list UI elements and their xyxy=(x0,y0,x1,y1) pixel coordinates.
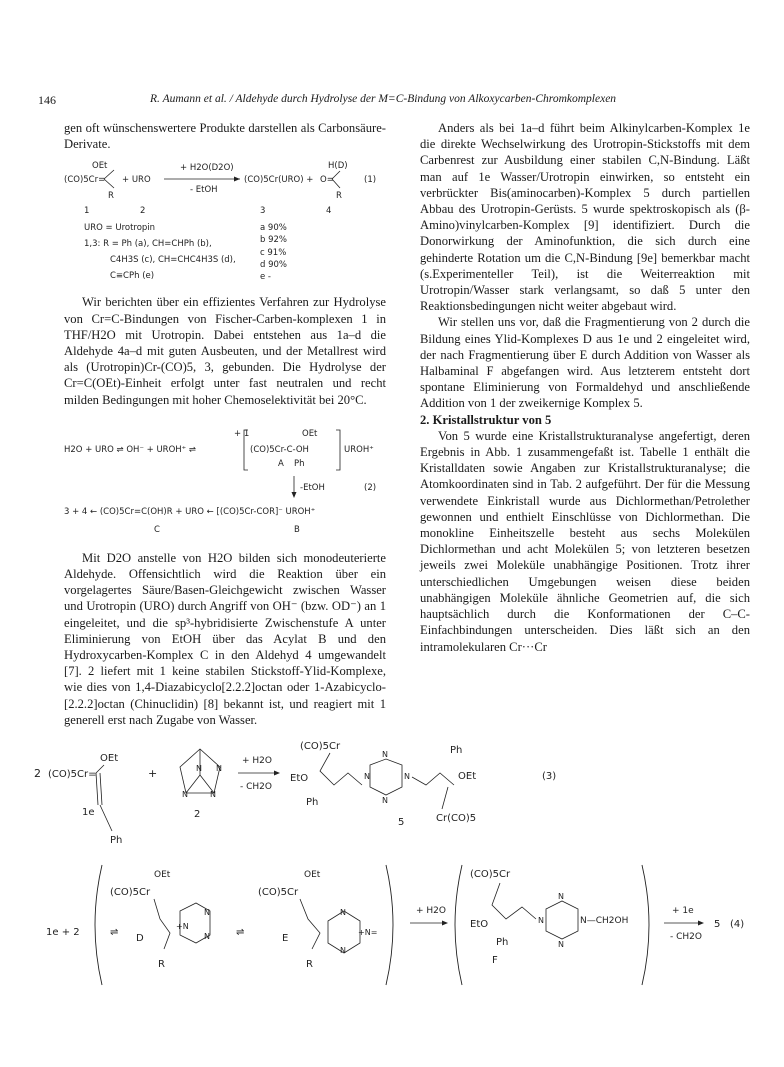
svg-text:N: N xyxy=(364,772,370,781)
eq1-reactant: (CO)5Cr= xyxy=(64,175,106,186)
scheme3-product-cr-bottom: Cr(CO)5 xyxy=(436,813,477,824)
eq1-r: R xyxy=(108,191,114,202)
equation-1 xyxy=(64,158,386,286)
eq1-yield-b: b 92% xyxy=(260,235,287,246)
eq1-yield-a: a 90% xyxy=(260,223,287,234)
eq2-label-c: C xyxy=(154,524,160,535)
scheme4-f-ph: Ph xyxy=(496,937,509,948)
eq1-product4-r: R xyxy=(336,191,342,202)
scheme4-start: 1e + 2 xyxy=(46,927,80,938)
eq2-plus-1: + 1 xyxy=(234,428,250,439)
scheme3-product-cr-top: (CO)5Cr xyxy=(300,741,341,752)
svg-text:N: N xyxy=(382,750,388,759)
running-head: R. Aumann et al. / Aldehyde durch Hydrolyse der M=C-Bindung von Alkoxycarben-Chromkomplexen xyxy=(150,93,617,105)
svg-text:N: N xyxy=(216,764,222,773)
scheme4-d-cr: (CO)5Cr xyxy=(110,887,151,898)
scheme4-f-label: F xyxy=(492,955,498,966)
eq1-label-4: 4 xyxy=(326,206,332,217)
equation-2 xyxy=(64,422,386,542)
scheme3-product-oet: OEt xyxy=(458,771,477,782)
right-paragraph-3: Von 5 wurde eine Kristallstrukturanalyse angefertigt, deren Ergebnis in Abb. 1 zusammengefaßt ist. Tabelle 1 enthält die Kristalldaten sowie Angaben zur Kristallstrukturanalyse; die Atomkoordinaten sind in Tab. 2 aufgeführt. Der für die Messung verwendete Einkristall wurde aus Dichlormethan/Petrolether gewonnen und enthielt Einschlüsse von Dichlormethan. Die monokline Einheitszelle besteht aus sechs Molekülen Dichlormethan und acht Molekülen 5; von letzteren besetzen jeweils zwei Moleküle unabhängige Positionen. Trotz ihrer unterschiedlichen Umgebungen weisen diese beiden unabhängigen Moleküle ähnliche Geometrien auf, die sich hauptsächlich durch die Konformationen der C–C-Einfachbindungen unterscheiden. Dies läßt sich an den intramolekularen Cr···Cr xyxy=(420,428,750,654)
svg-text:N: N xyxy=(382,796,388,805)
eq2-intermediate-a: (CO)5Cr-C-OH xyxy=(250,444,309,455)
svg-text:N: N xyxy=(204,932,210,941)
scheme4-f-cr: (CO)5Cr xyxy=(470,869,511,880)
scheme-3 xyxy=(34,741,556,846)
svg-text:N: N xyxy=(404,772,410,781)
eq2-ph: Ph xyxy=(294,458,305,469)
scheme4-number: (4) xyxy=(730,919,745,930)
scheme3-plus: + xyxy=(148,767,158,780)
eq2-oet: OEt xyxy=(302,428,318,439)
scheme3-reactant: (CO)5Cr= xyxy=(48,769,97,780)
scheme-4 xyxy=(46,865,744,985)
svg-text:N: N xyxy=(558,940,564,949)
equation-2-drawing xyxy=(64,422,386,542)
eq1-oet: OEt xyxy=(92,161,108,172)
right-column xyxy=(420,120,750,655)
eq2-row-2: 3 + 4 ← (CO)5Cr=C(OH)R + URO ← [(CO)5Cr-COR]⁻ UROH⁺ xyxy=(64,506,316,517)
scheme4-equilibrium-1: ⇌ xyxy=(236,927,245,938)
scheme3-coefficient: 2 xyxy=(34,767,41,780)
eq1-r-line-1: 1,3: R = Ph (a), CH=CHPh (b), xyxy=(84,239,212,250)
equation-1-drawing xyxy=(64,158,386,286)
scheme3-label-2: 2 xyxy=(194,809,201,820)
scheme4-e-label: E xyxy=(282,933,289,944)
eq1-r-line-3: C≡CPh (e) xyxy=(110,271,155,282)
svg-text:N: N xyxy=(340,908,346,917)
scheme4-d-arrow: ⇌ xyxy=(110,927,119,938)
eq1-r-line-2: C4H3S (c), CH=CHC4H3S (d), xyxy=(110,255,236,266)
bottom-schemes xyxy=(30,735,760,1035)
eq2-minus-etoh: -EtOH xyxy=(300,482,325,493)
left-paragraph-2: Wir berichten über ein effizientes Verfahren zur Hydrolyse von Cr=C-Bindungen von Fischer-Carben-komplexen 1 in THF/H2O mit Urotropin. Dabei entstehen aus 1a–d die Aldehyde 4a–d mit guten Ausbeuten, und der Metallrest wird als (Urotropin)Cr-(CO)5, 3, gebunden. Die Hydrolyse der Cr=C(OEt)-Einheit erfolgt unter fast neutralen und recht milden Bedingungen mit hoher Chemoselektivität bei 20°C. xyxy=(64,295,386,407)
svg-text:N: N xyxy=(204,908,210,917)
scheme3-condition-top: + H2O xyxy=(242,756,272,766)
eq1-product-3: (CO)5Cr(URO) + xyxy=(244,175,314,186)
eq1-label-1: 1 xyxy=(84,206,90,217)
eq1-yield-e: e - xyxy=(260,272,271,283)
scheme3-product-ph-2: Ph xyxy=(450,745,463,756)
scheme3-number: (3) xyxy=(542,771,557,782)
svg-text:N: N xyxy=(182,790,188,799)
scheme4-condition2-bottom: - CH2O xyxy=(670,932,702,942)
eq1-plus-uro: + URO xyxy=(122,175,151,186)
scheme4-product: 5 xyxy=(714,919,721,930)
svg-text:N: N xyxy=(196,764,202,773)
left-column xyxy=(64,120,386,728)
urotropin-drawing xyxy=(180,749,222,799)
eq1-yield-c: c 91% xyxy=(260,248,287,259)
scheme4-f-eto: EtO xyxy=(470,919,489,930)
scheme4-d-label: D xyxy=(136,933,144,944)
scheme4-e-cr: (CO)5Cr xyxy=(258,887,299,898)
scheme3-condition-bottom: - CH2O xyxy=(240,782,272,792)
scheme3-label-5: 5 xyxy=(398,817,405,828)
eq2-label-a: A xyxy=(278,458,284,469)
eq2-label-b: B xyxy=(294,524,300,535)
scheme3-product-eto: EtO xyxy=(290,773,309,784)
right-paragraph-1: Anders als bei 1a–d führt beim Alkinylcarben-Komplex 1e die direkte Wechselwirkung des Urotropin-Stickstoffs mit dem Carbenrest zur Ausbildung einer stabilen C,N-Bindung. Läßt man auf 1e Wasser/Urotropin einwirken, so entsteht ein verbrückter Bis(aminocarben)-Komplex 5 durch partiellen Abbau des Urotropin-Gerüsts. 5 wurde spektroskopisch als (β-Amino)vinylcarben-Komplex [9] identifiziert. Durch die Donorwirkung der Aminofunktion, die sich durch eine gehinderte Rotation um die C,N-Bindung [9e] bemerkbar macht (s.Experimenteller Teil), ist die Weiterreaktion mit Urotropin/Wasser stark verlangsamt, so daß 5 unter den Reaktionsbedingungen nicht weiter abgebaut wird. xyxy=(420,121,750,314)
scheme3-label-1e: 1e xyxy=(82,807,95,818)
scheme4-e-r: R xyxy=(306,959,313,970)
svg-text:N: N xyxy=(538,916,544,925)
eq1-conditions-top: + H2O(D2O) xyxy=(180,163,234,174)
eq1-label-2: 2 xyxy=(140,206,146,217)
scheme4-condition-top: + H2O xyxy=(416,906,446,916)
eq2-row-1: H2O + URO ⇌ OH⁻ + UROH⁺ ⇌ xyxy=(64,444,196,455)
eq1-label-3: 3 xyxy=(260,206,266,217)
scheme4-d-r: R xyxy=(158,959,165,970)
svg-text:N: N xyxy=(558,892,564,901)
eq1-product4-h: H(D) xyxy=(328,161,348,172)
page-number: 146 xyxy=(38,93,56,107)
scheme3-ph: Ph xyxy=(110,835,123,846)
eq1-number: (1) xyxy=(364,175,377,186)
left-paragraph-1: gen oft wünschenswertere Produkte darstellen als Carbonsäure-Derivate. xyxy=(64,121,386,152)
svg-text:+N=: +N= xyxy=(358,928,378,937)
svg-text:+N: +N xyxy=(176,922,189,931)
scheme3-oet: OEt xyxy=(100,753,119,764)
scheme4-condition2-top: + 1e xyxy=(672,906,694,916)
section-heading: 2. Kristallstruktur von 5 xyxy=(420,412,552,427)
svg-text:N: N xyxy=(340,946,346,955)
eq1-yield-d: d 90% xyxy=(260,260,287,271)
scheme4-e-oet: OEt xyxy=(304,870,321,880)
scheme3-product-ph-1: Ph xyxy=(306,797,319,808)
eq2-uroh: UROH⁺ xyxy=(344,444,374,455)
eq2-number: (2) xyxy=(364,482,377,493)
scheme4-d-oet: OEt xyxy=(154,870,171,880)
scheme4-f-ch2oh: N—CH2OH xyxy=(580,916,629,926)
eq1-uro-definition: URO = Urotropin xyxy=(84,223,156,234)
eq1-product4-o: O= xyxy=(320,175,334,186)
right-paragraph-2: Wir stellen uns vor, daß die Fragmentierung von 2 durch die Bildung eines Ylid-Komplexes D aus 1e und 2 eingeleitet wird, der nach Fragmentierung über E durch Addition von Wasser als Halbaminal F abgefangen wird. Aus letzterem entsteht dort spontane Eliminierung von Formaldehyd und anschließende Addition von 1 der zweikernige Komplex 5. xyxy=(420,315,750,411)
svg-text:N: N xyxy=(210,790,216,799)
eq1-conditions-bottom: - EtOH xyxy=(190,185,218,196)
left-paragraph-3: Mit D2O anstelle von H2O bilden sich monodeuterierte Aldehyde. Offensichtlich wird die Reaktion über ein vorgelagertes Säure/Basen-Gleichgewicht zwischen Wasser und Urotropin (URO) durch Angriff von OH⁻ (bzw. OD⁻) an 1 eingeleitet, und die sp³-hybridisierte Zwischenstufe A unter Eliminierung von EtOH über das Acylat B und den Hydroxycarben-Komplex C in den Aldehyd 4 umgewandelt [7]. 2 liefert mit 1 keine stabilen Stickstoff-Ylid-Komplexe, wie dies von 1,4-Diazabicyclo[2.2.2]octan oder 1-Azabicyclo-[2.2.2]octan (Chinuclidin) [8] bekannt ist, und reagiert mit 1 generell erst nach Zugabe von Wasser. xyxy=(64,550,386,727)
